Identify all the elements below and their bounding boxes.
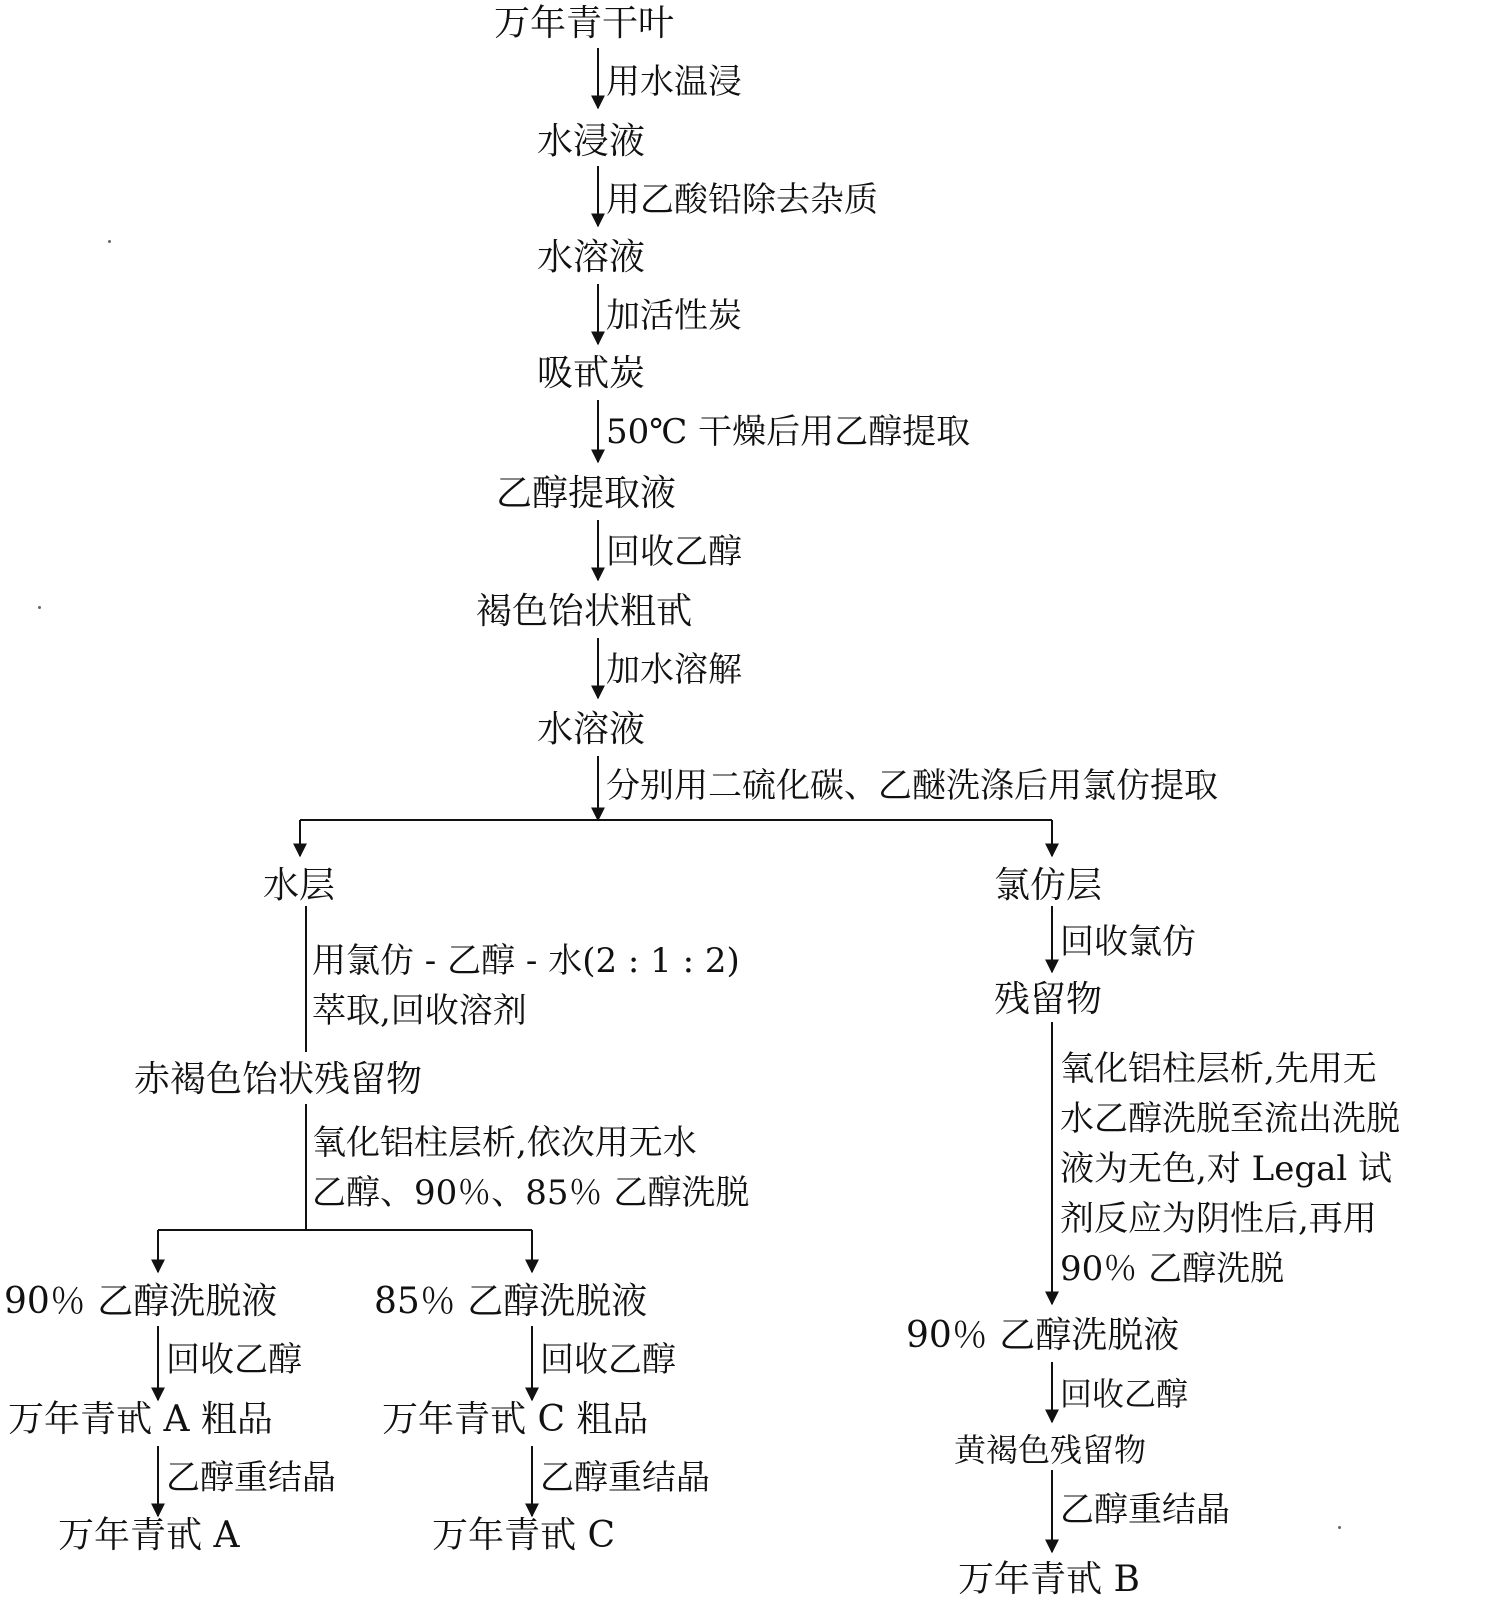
node-crude-c: 万年青甙 C 粗品	[382, 1399, 649, 1440]
scan-speck	[1338, 1526, 1341, 1529]
node-crude-glycoside: 褐色饴状粗甙	[476, 591, 693, 632]
step-recrystallize-c: 乙醇重结晶	[540, 1458, 710, 1498]
node-glycoside-a: 万年青甙 A	[58, 1515, 240, 1556]
step-alumina-column-left: 氧化铝柱层析,依次用无水 乙醇、90％、85％ 乙醇洗脱	[312, 1123, 750, 1213]
node-adsorbed-carbon: 吸甙炭	[537, 353, 646, 394]
step-recrystallize-b: 乙醇重结晶	[1060, 1490, 1230, 1530]
step-warm-soak: 用水温浸	[606, 62, 742, 102]
node-glycoside-c: 万年青甙 C	[432, 1515, 615, 1556]
node-crude-a: 万年青甙 A 粗品	[8, 1399, 273, 1440]
step-lead-acetate: 用乙酸铅除去杂质	[606, 180, 878, 220]
node-glycoside-b: 万年青甙 B	[958, 1559, 1140, 1600]
scan-speck	[108, 240, 111, 243]
step-recover-ethanol-c: 回收乙醇	[540, 1340, 676, 1380]
step-dry-ethanol-extract: 50℃ 干燥后用乙醇提取	[606, 412, 971, 452]
node-ethanol-extract: 乙醇提取液	[496, 473, 677, 514]
node-aqueous-solution-1: 水溶液	[537, 237, 646, 278]
step-wash-chloroform-extract: 分别用二硫化碳、乙醚洗涤后用氯仿提取	[606, 766, 1218, 806]
node-dried-leaves: 万年青干叶	[494, 3, 675, 44]
node-chloroform-layer: 氯仿层	[994, 865, 1103, 906]
step-recover-ethanol-a: 回收乙醇	[166, 1340, 302, 1380]
node-water-layer: 水层	[263, 865, 336, 906]
node-eluate-90-right: 90％ 乙醇洗脱液	[906, 1315, 1180, 1356]
node-aqueous-solution-2: 水溶液	[537, 709, 646, 750]
step-recover-ethanol-b: 回收乙醇	[1060, 1375, 1189, 1413]
node-residue: 残留物	[994, 979, 1103, 1020]
node-water-extract: 水浸液	[537, 121, 646, 162]
step-recrystallize-a: 乙醇重结晶	[166, 1458, 336, 1498]
node-yellow-brown-residue: 黄褐色残留物	[954, 1431, 1147, 1469]
step-dissolve-water: 加水溶解	[606, 650, 742, 690]
node-red-brown-residue: 赤褐色饴状残留物	[134, 1059, 423, 1100]
step-recover-ethanol: 回收乙醇	[606, 532, 742, 572]
node-eluate-85: 85％ 乙醇洗脱液	[374, 1281, 648, 1322]
step-solvent-extraction: 用氯仿 - 乙醇 - 水(2 : 1 : 2) 萃取,回收溶剂	[312, 941, 740, 1031]
scan-speck	[38, 606, 41, 609]
step-activated-carbon: 加活性炭	[606, 296, 742, 336]
node-eluate-90-left: 90％ 乙醇洗脱液	[4, 1281, 278, 1322]
step-recover-chloroform: 回收氯仿	[1060, 922, 1196, 962]
step-alumina-column-right: 氧化铝柱层析,先用无 水乙醇洗脱至流出洗脱 液为无色,对 Legal 试 剂反应为阴性后,再用 90％ 乙醇洗脱	[1060, 1049, 1400, 1289]
